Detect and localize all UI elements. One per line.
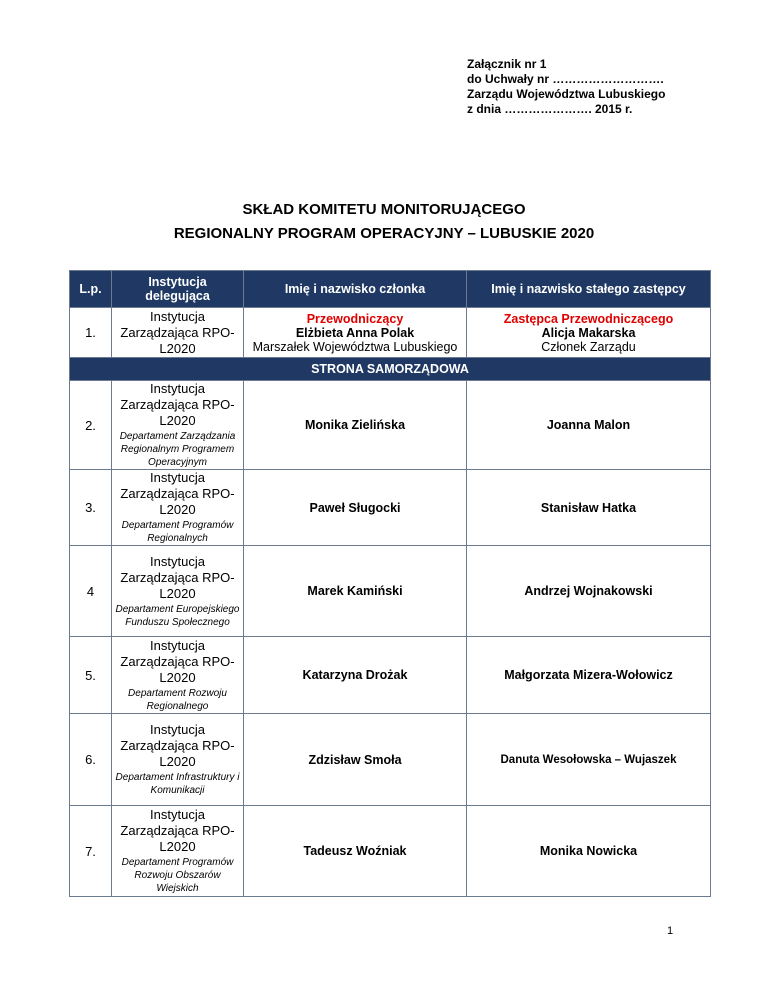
deputy-chair-name: Alicja Makarska <box>541 325 636 340</box>
institution-name: Instytucja Zarządzająca RPO- L2020 <box>120 470 235 517</box>
document-subtitle: REGIONALNY PROGRAM OPERACYJNY – LUBUSKIE 2020 <box>173 225 595 242</box>
row-lp: 7. <box>70 806 112 897</box>
institution-name: Instytucja Zarządzająca RPO- L2020 <box>120 381 235 428</box>
section-label: STRONA SAMORZĄDOWA <box>70 358 711 381</box>
row-institution <box>112 637 244 714</box>
row-institution <box>112 714 244 806</box>
chair-role: Przewodniczący <box>306 311 404 326</box>
member-cell <box>244 308 467 358</box>
annex-line-2: do Uchwały nr ………………………. <box>467 72 664 86</box>
row-institution <box>112 546 244 637</box>
department-name: Departament Infrastruktury i Komunikacji <box>115 772 240 796</box>
row-member: Monika Zielińska <box>244 381 467 470</box>
annex-line-1: Załącznik nr 1 <box>467 57 547 71</box>
table-row <box>70 381 711 470</box>
table-row <box>70 470 711 546</box>
row-member: Katarzyna Drożak <box>244 637 467 714</box>
table-row <box>70 714 711 806</box>
table-row <box>70 806 711 897</box>
committee-table <box>69 270 711 897</box>
row-deputy: Małgorzata Mizera-Wołowicz <box>467 637 711 714</box>
department-name: Departament Rozwoju Regionalnego <box>128 687 227 712</box>
row-institution <box>112 470 244 546</box>
row-lp: 6. <box>70 714 112 806</box>
row-deputy: Danuta Wesołowska – Wujaszek <box>467 714 711 806</box>
row-lp: 3. <box>70 470 112 546</box>
header-institution: Instytucja delegująca <box>112 271 244 308</box>
deputy-chair-role: Zastępca Przewodniczącego <box>503 311 674 326</box>
row-lp: 1. <box>70 308 112 358</box>
row-deputy: Monika Nowicka <box>467 806 711 897</box>
institution-name: Instytucja Zarządzająca RPO- L2020 <box>120 553 235 601</box>
department-name: Departament Programów Regionalnych <box>121 520 234 544</box>
section-row <box>70 358 711 381</box>
row-member: Tadeusz Woźniak <box>244 806 467 897</box>
row-lp: 5. <box>70 637 112 714</box>
table-row-chair <box>70 308 711 358</box>
header-deputy: Imię i nazwisko stałego zastępcy <box>467 271 711 308</box>
chair-title: Marszałek Województwa Lubuskiego <box>252 339 458 354</box>
department-name: Departament Europejskiego Funduszu Społecznego <box>115 603 240 628</box>
deputy-cell <box>467 308 711 358</box>
table-row <box>70 637 711 714</box>
row-lp: 4 <box>70 546 112 637</box>
deputy-chair-title: Członek Zarządu <box>541 339 636 354</box>
row-deputy: Joanna Malon <box>467 381 711 470</box>
document-title: SKŁAD KOMITETU MONITORUJĄCEGO <box>242 201 526 218</box>
department-name: Departament Zarządzania Regionalnym Programem Operacyjnym <box>119 431 236 468</box>
row-deputy: Stanisław Hatka <box>467 470 711 546</box>
table-row <box>70 546 711 637</box>
row-deputy: Andrzej Wojnakowski <box>467 546 711 637</box>
department-name: Departament Programów Rozwoju Obszarów Wiejskich <box>121 857 234 894</box>
annex-header <box>467 57 707 117</box>
institution-name: Instytucja Zarządzająca RPO- L2020 <box>120 722 235 769</box>
annex-line-4: z dnia …………………. 2015 r. <box>467 102 633 116</box>
annex-line-3: Zarządu Województwa Lubuskiego <box>467 87 666 101</box>
row-member: Paweł Sługocki <box>244 470 467 546</box>
row-member: Marek Kamiński <box>244 546 467 637</box>
header-lp: L.p. <box>70 271 112 308</box>
chair-name: Elżbieta Anna Polak <box>295 325 415 340</box>
row-institution: Instytucja Zarządzająca RPO- L2020 <box>112 308 244 358</box>
row-member: Zdzisław Smoła <box>244 714 467 806</box>
header-member: Imię i nazwisko członka <box>244 271 467 308</box>
institution-name: Instytucja Zarządzająca RPO- L2020 <box>120 637 235 685</box>
row-institution <box>112 381 244 470</box>
header-row <box>70 271 711 308</box>
page-number: 1 <box>667 925 674 937</box>
institution-name: Instytucja Zarządzająca RPO- L2020 <box>120 807 235 854</box>
row-lp: 2. <box>70 381 112 470</box>
row-institution <box>112 806 244 897</box>
